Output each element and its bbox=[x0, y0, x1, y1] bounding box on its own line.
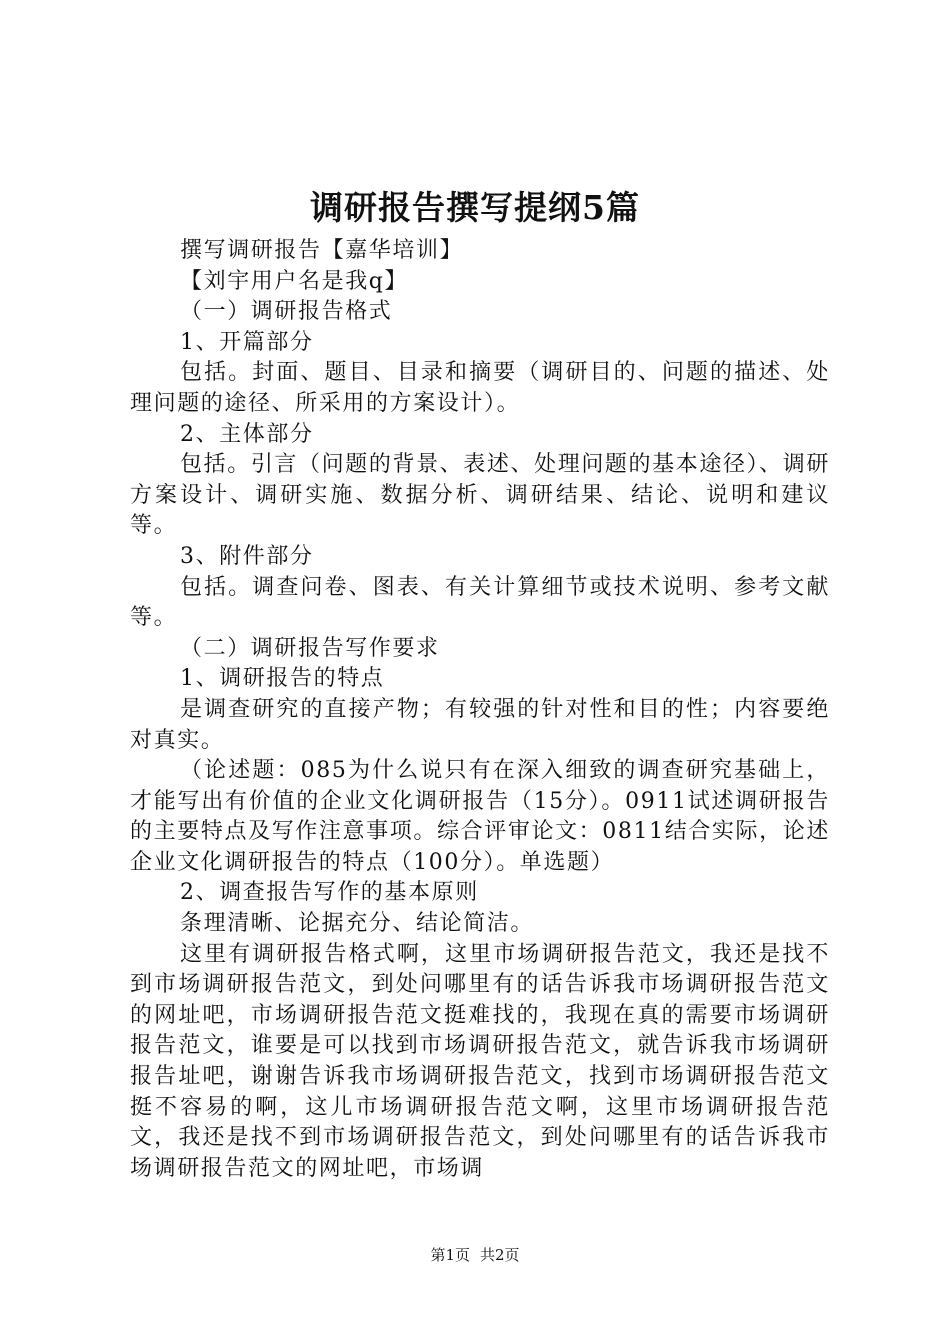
paragraph-main-body-content: 包括。引言（问题的背景、表述、处理问题的基本途径）、调研方案设计、调研实施、数据分析、调研结果、结论、说明和建议等。 bbox=[130, 452, 830, 539]
paragraph-filler-text: 这里有调研报告格式啊，这里市场调研报告范文，我还是找不到市场调研报告范文，到处问哪里有的话告诉我市场调研报告范文的网址吧，市场调研报告范文挺难找的，我现在真的需要市场调研报告范文，谁要是可以找到市场调研报告范文，就告诉我市场调研报告址吧，谢谢告诉我市场调研报告范文，找到市场调研报告范文挺不容易的啊，这儿市场调研报告范文啊，这里市场调研报告范文，我还是找不到市场调研报告范文，到处问哪里有的话告诉我市场调研报告范文的网址吧，市场调 bbox=[130, 941, 830, 1181]
document-title: 调研报告撰写提纲5篇 bbox=[310, 188, 640, 227]
paragraph-exam-notes: （论述题：085为什么说只有在深入细致的调查研究基础上，才能写出有价值的企业文化调研报告（15分）。0911试述调研报告的主要特点及写作注意事项。综合评审论文：0811结合实际，论述企业文化调研报告的特点（100分）。单选题） bbox=[130, 758, 830, 875]
page-number: 第1页 bbox=[430, 1246, 470, 1264]
section-heading-2: （二）调研报告写作要求 bbox=[180, 635, 440, 661]
page-total: 共2页 bbox=[480, 1246, 520, 1264]
subheading-appendix: 3、附件部分 bbox=[180, 543, 314, 569]
page-footer bbox=[0, 1244, 950, 1266]
paragraph-opening-content: 包括。封面、题目、目录和摘要（调研目的、问题的描述、处理问题的途径、所采用的方案设计）。 bbox=[130, 360, 830, 416]
subheading-features: 1、调研报告的特点 bbox=[180, 666, 385, 692]
subheading-main-body: 2、主体部分 bbox=[180, 421, 314, 447]
paragraph-principles-content: 条理清晰、论据充分、结论简洁。 bbox=[180, 911, 535, 937]
paragraph-2: 【刘宇用户名是我q】 bbox=[180, 268, 409, 294]
paragraph-features-content: 是调查研究的直接产物；有较强的针对性和目的性；内容要绝对真实。 bbox=[130, 696, 830, 753]
document-body bbox=[130, 236, 830, 1184]
paragraph-appendix-content: 包括。调查问卷、图表、有关计算细节或技术说明、参考文献等。 bbox=[130, 574, 830, 631]
subheading-opening: 1、开篇部分 bbox=[180, 329, 314, 355]
section-heading-1: （一）调研报告格式 bbox=[180, 299, 393, 325]
paragraph-1: 撰写调研报告【嘉华培训】 bbox=[180, 238, 464, 263]
subheading-principles: 2、调查报告写作的基本原则 bbox=[180, 880, 479, 906]
